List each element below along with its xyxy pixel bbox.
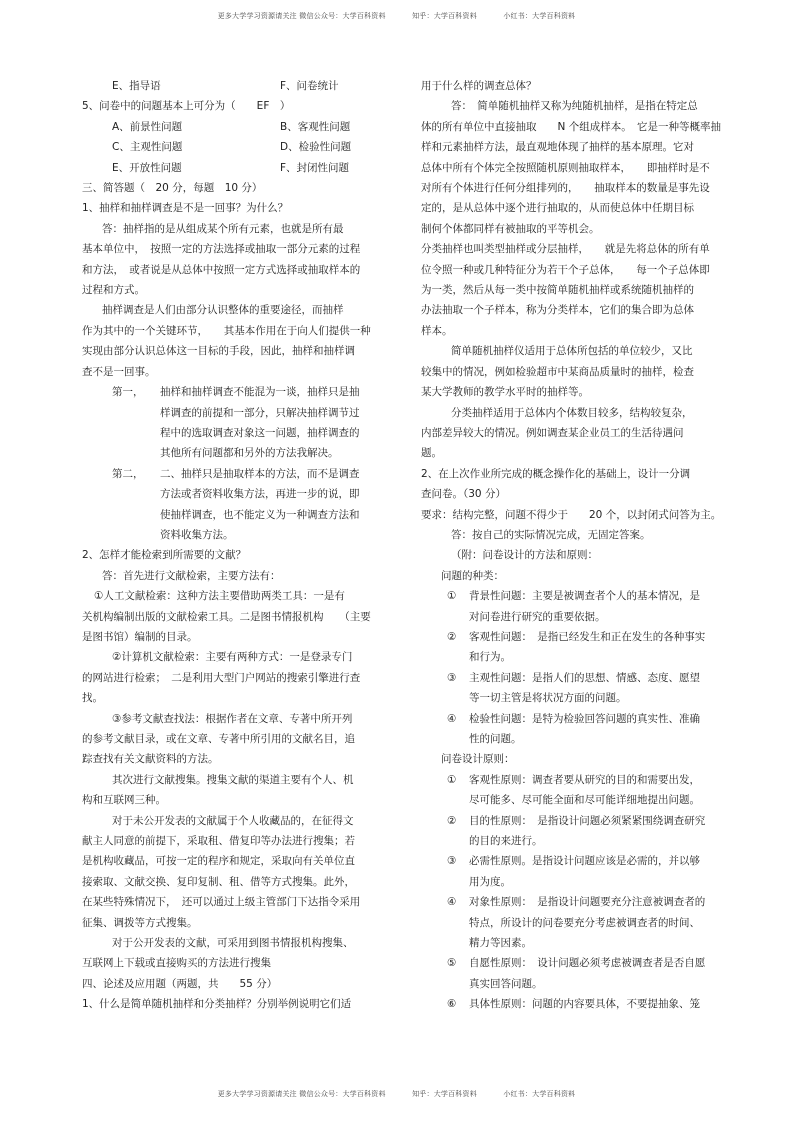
option-b: B、客观性问题	[280, 120, 351, 133]
text-line: 分类抽样适用于总体内个体数目较多，结构较复杂，	[451, 406, 693, 419]
point-label: 第二，	[112, 467, 144, 480]
section-3-heading: 三、简答题（ 20 分，每题 10 分）	[82, 182, 263, 195]
text-line: 和方法， 或者说是从总体中按照一定方式选择或抽取样本的	[82, 263, 361, 276]
list-number: ④	[447, 896, 457, 909]
list-item	[421, 586, 725, 627]
footer-text-1: 更多大学学习资源请关注 微信公众号：大学百科资料	[217, 1090, 386, 1098]
option-row	[82, 158, 382, 178]
text-line: 查不是一回事。	[82, 365, 156, 378]
question-types-title: 问题的种类：	[441, 569, 504, 582]
text-line: 作为其中的一个关键环节， 其基本作用在于向人们提供一种	[82, 324, 371, 337]
text-line: 实现由部分认识总体这一目标的手段，因此，抽样和抽样调	[82, 345, 355, 358]
list-item	[421, 709, 725, 750]
text-line: 题。	[421, 447, 442, 460]
text-line: 接索取、文献交换、复印复制、租、借等方式搜集。此外，	[82, 875, 355, 888]
text-line: 尽可能多、尽可能全面和尽可能详细地提出问题。	[469, 794, 700, 807]
text-line: ①人工文献检索：这种方法主要借助两类工具：一是有	[94, 590, 345, 603]
text-line: 过程和方式。	[82, 284, 145, 297]
text-line: 和行为。	[469, 651, 511, 664]
text-line: 制何个体都同样有被抽取的平等机会。	[421, 222, 600, 235]
list-number: ①	[447, 773, 457, 786]
text-line: 资料收集方法。	[160, 528, 234, 541]
text-line: 对于未公开发表的文献属于个人收藏品的，在征得文	[112, 814, 354, 827]
list-number: ③	[447, 671, 457, 684]
text-line: 简单随机抽样仪适用于总体所包括的单位较少，又比	[451, 345, 693, 358]
text-line: 方法或者资料收集方法，再进一步的说，即	[160, 488, 360, 501]
text-line: 总体中所有个体完全按照随机原则抽取样本， 即抽样时是不	[421, 161, 710, 174]
text-line: 体的所有单位中直接抽取 N 个组成样本。 它是一种等概率抽	[421, 120, 721, 133]
point-label: 第一，	[112, 386, 144, 399]
option-row	[82, 117, 382, 137]
text-line: 互联网上下载或直接购买的方法进行搜集	[82, 957, 271, 970]
text-line: 答： 简单随机抽样又称为纯随机抽样，是指在特定总	[451, 100, 698, 113]
text-line: 办法抽取一个子样本，称为分类样本，它们的集合即为总体	[421, 304, 694, 317]
text-line: 关机构编制出版的文献检索工具。二是图书情报机构 （主要	[82, 610, 371, 623]
text-line: 内部差异较大的情况。例如调查某企业员工的生活待遇问	[421, 426, 684, 439]
list-item	[421, 627, 725, 668]
text-line: 具体性原则：问题的内容要具体，不要提抽象、笼	[469, 998, 700, 1011]
page-header	[0, 11, 793, 21]
option-row	[82, 137, 382, 157]
point-second	[82, 464, 382, 546]
list-item	[421, 851, 725, 892]
text-line: 其次进行文献搜集。搜集文献的渠道主要有个人、机	[112, 773, 354, 786]
text-line: 的网站进行检索； 二是利用大型门户网站的搜索引擎进行查	[82, 671, 361, 684]
appendix-line: （附：问卷设计的方法和原则：	[451, 549, 598, 562]
list-item	[421, 892, 725, 953]
text-line: ②计算机文献检索：主要有两种方式：一是登录专门	[112, 651, 353, 664]
page-footer	[0, 1089, 793, 1099]
text-line: 目的性原则： 是指设计问题必须紧紧围绕调查研究	[469, 814, 706, 827]
principles-title: 问卷设计原则：	[441, 753, 515, 766]
text-line: ③参考文献查找法：根据作者在文章、专著中所开列	[112, 712, 353, 725]
list-item	[421, 994, 725, 1014]
text-line: 必需性原则。是指设计问题应该是必需的，并以够	[469, 855, 700, 868]
text-line: 对问卷进行研究的重要依据。	[469, 610, 606, 623]
text-line: 使抽样调查，也不能定义为一种调查方法和	[160, 508, 360, 521]
short-question-2: 2、怎样才能检索到所需要的文献？	[82, 549, 247, 562]
footer-text-3: 小红书：大学百科资料	[503, 1090, 576, 1098]
text-line: 分类抽样也叫类型抽样或分层抽样， 就是先将总体的所有单	[421, 243, 710, 256]
text-line: 是机构收藏品，可按一定的程序和规定，采取向有关单位直	[82, 855, 355, 868]
text-line: 对象性原则： 是指设计问题要充分注意被调查者的	[469, 896, 706, 909]
answer-line: 答：按自己的实际情况完成，无固定答案。	[451, 528, 651, 541]
text-line: 构和互联网三种。	[82, 794, 166, 807]
text-line: 性的问题。	[469, 733, 522, 745]
list-number: ②	[447, 814, 457, 827]
header-text-2: 知乎：大学百科资料	[412, 12, 477, 20]
option-d: D、检验性问题	[280, 141, 352, 154]
text-line: 位令照一种或几种特征分为若干个子总体， 每一个子总体即	[421, 263, 710, 276]
option-a: A、前景性问题	[112, 120, 183, 133]
text-line: 用于什么样的调查总体？	[421, 80, 537, 92]
list-item	[421, 770, 725, 811]
footer-text-2: 知乎：大学百科资料	[412, 1090, 477, 1098]
text-line: 背景性问题：主要是被调查者个人的基本情况，是	[469, 590, 700, 603]
list-number: ②	[447, 630, 457, 643]
text-line: 样和元素抽样方法，最直观地体现了抽样的基本原理。它对	[421, 141, 694, 154]
text-line: 答：抽样指的是从组成某个所有元素，也就是所有最	[102, 222, 344, 235]
text-line: 是图书馆）编制的目录。	[82, 630, 198, 643]
essay-question-2: 2、在上次作业所完成的概念操作化的基础上，设计一分调	[421, 467, 691, 480]
list-number: ⑤	[447, 957, 457, 970]
requirement-line: 要求：结构完整，问题不得少于 20 个，以封闭式问答为主。	[421, 508, 722, 521]
essay-question-1: 1、什么是简单随机抽样和分类抽样？分别举例说明它们适	[82, 998, 352, 1011]
text-line: 找。	[82, 692, 103, 705]
text-line: 精力等因素。	[469, 937, 532, 950]
list-item	[421, 811, 725, 852]
list-number: ①	[447, 590, 457, 603]
text-line: 踪查找有关文献资料的方法。	[82, 753, 219, 766]
text-line: 样本。	[421, 324, 453, 337]
text-line: 样调查的前提和一部分，只解决抽样调节过	[160, 406, 360, 419]
text-line: 献主人同意的前提下，采取租、借复印等办法进行搜集；若	[82, 835, 355, 848]
text-line: 答：首先进行文献检索，主要方法有：	[102, 569, 281, 582]
list-item	[421, 953, 725, 994]
option-row	[82, 76, 382, 96]
text-line: 用为度。	[469, 875, 511, 888]
text-line: 较集中的情况，例如检验超市中某商品质量时的抽样，检查	[421, 365, 694, 378]
text-line: 的目的来进行。	[469, 835, 543, 848]
text-line: 查问卷。（30 分）	[421, 488, 506, 501]
text-line: 对于公开发表的文献，可采用到图书情报机构搜集、	[112, 937, 354, 950]
left-column	[82, 76, 382, 1015]
text-line: 客观性原则：调查者要从研究的目的和需要出发，	[469, 773, 700, 786]
text-line: 真实回答问题。	[469, 977, 543, 990]
text-line: 为一类，然后从每一类中按简单随机抽样或系统随机抽样的	[421, 284, 694, 297]
header-text-1: 更多大学学习资源请关注 微信公众号：大学百科资料	[217, 12, 386, 20]
option-e: E、开放性问题	[112, 161, 182, 174]
option-f: F、问卷统计	[280, 80, 339, 92]
text-line: 基本单位中， 按照一定的方法选择或抽取一部分元素的过程	[82, 243, 361, 256]
list-number: ④	[447, 712, 457, 725]
right-column	[421, 76, 725, 1015]
text-line: 抽样和抽样调查不能混为一谈，抽样只是抽	[160, 386, 360, 399]
list-number: ③	[447, 855, 457, 868]
option-f: F、封闭性问题	[280, 161, 350, 174]
text-line: 在某些特殊情况下， 还可以通过上级主管部门下达指令采用	[82, 896, 361, 909]
point-first	[82, 382, 382, 464]
text-line: 定的，是从总体中逐个进行抽取的，从而使总体中任期目标	[421, 202, 694, 215]
text-line: 对所有个体进行任何分组排列的， 抽取样本的数量是事先设	[421, 182, 710, 195]
question-5: 5、问卷中的问题基本上可分为（ EF ）	[82, 100, 291, 113]
list-number: ⑥	[447, 998, 457, 1011]
text-line: 程中的选取调查对象这一问题，抽样调查的	[160, 426, 360, 439]
header-text-3: 小红书：大学百科资料	[503, 12, 576, 20]
text-line: 特点，所设计的问卷要充分考虑被调查者的时间、	[469, 916, 700, 929]
text-line: 主观性问题：是指人们的思想、情感、态度、愿望	[469, 671, 700, 684]
list-item	[421, 668, 725, 709]
option-e: E、指导语	[112, 80, 161, 92]
text-line: 某大学教师的教学水平时的抽样等。	[421, 386, 589, 399]
option-c: C、主观性问题	[112, 141, 183, 154]
text-line: 检验性问题：是特为检验回答问题的真实性、准确	[469, 712, 700, 725]
text-line: 抽样调查是人们由部分认识整体的重要途径，而抽样	[102, 304, 344, 317]
section-4-heading: 四、论述及应用题（两题，共 55 分）	[82, 977, 278, 990]
text-line: 其他所有问题都和另外的方法我解决。	[160, 447, 339, 460]
text-line: 的参考文献目录，或在文章、专著中所引用的文献名目，追	[82, 733, 355, 745]
short-question-1: 1、抽样和抽样调查是不是一回事？为什么？	[82, 202, 289, 215]
text-line: 征集、调拨等方式搜集。	[82, 916, 198, 929]
text-line: 二、抽样只是抽取样本的方法，而不是调查	[160, 467, 360, 480]
text-line: 等一切主管是将状况方面的问题。	[469, 692, 627, 705]
text-line: 自愿性原则： 设计问题必须考虑被调查者是否自愿	[469, 957, 706, 970]
text-line: 客观性问题： 是指已经发生和正在发生的各种事实	[469, 630, 706, 643]
